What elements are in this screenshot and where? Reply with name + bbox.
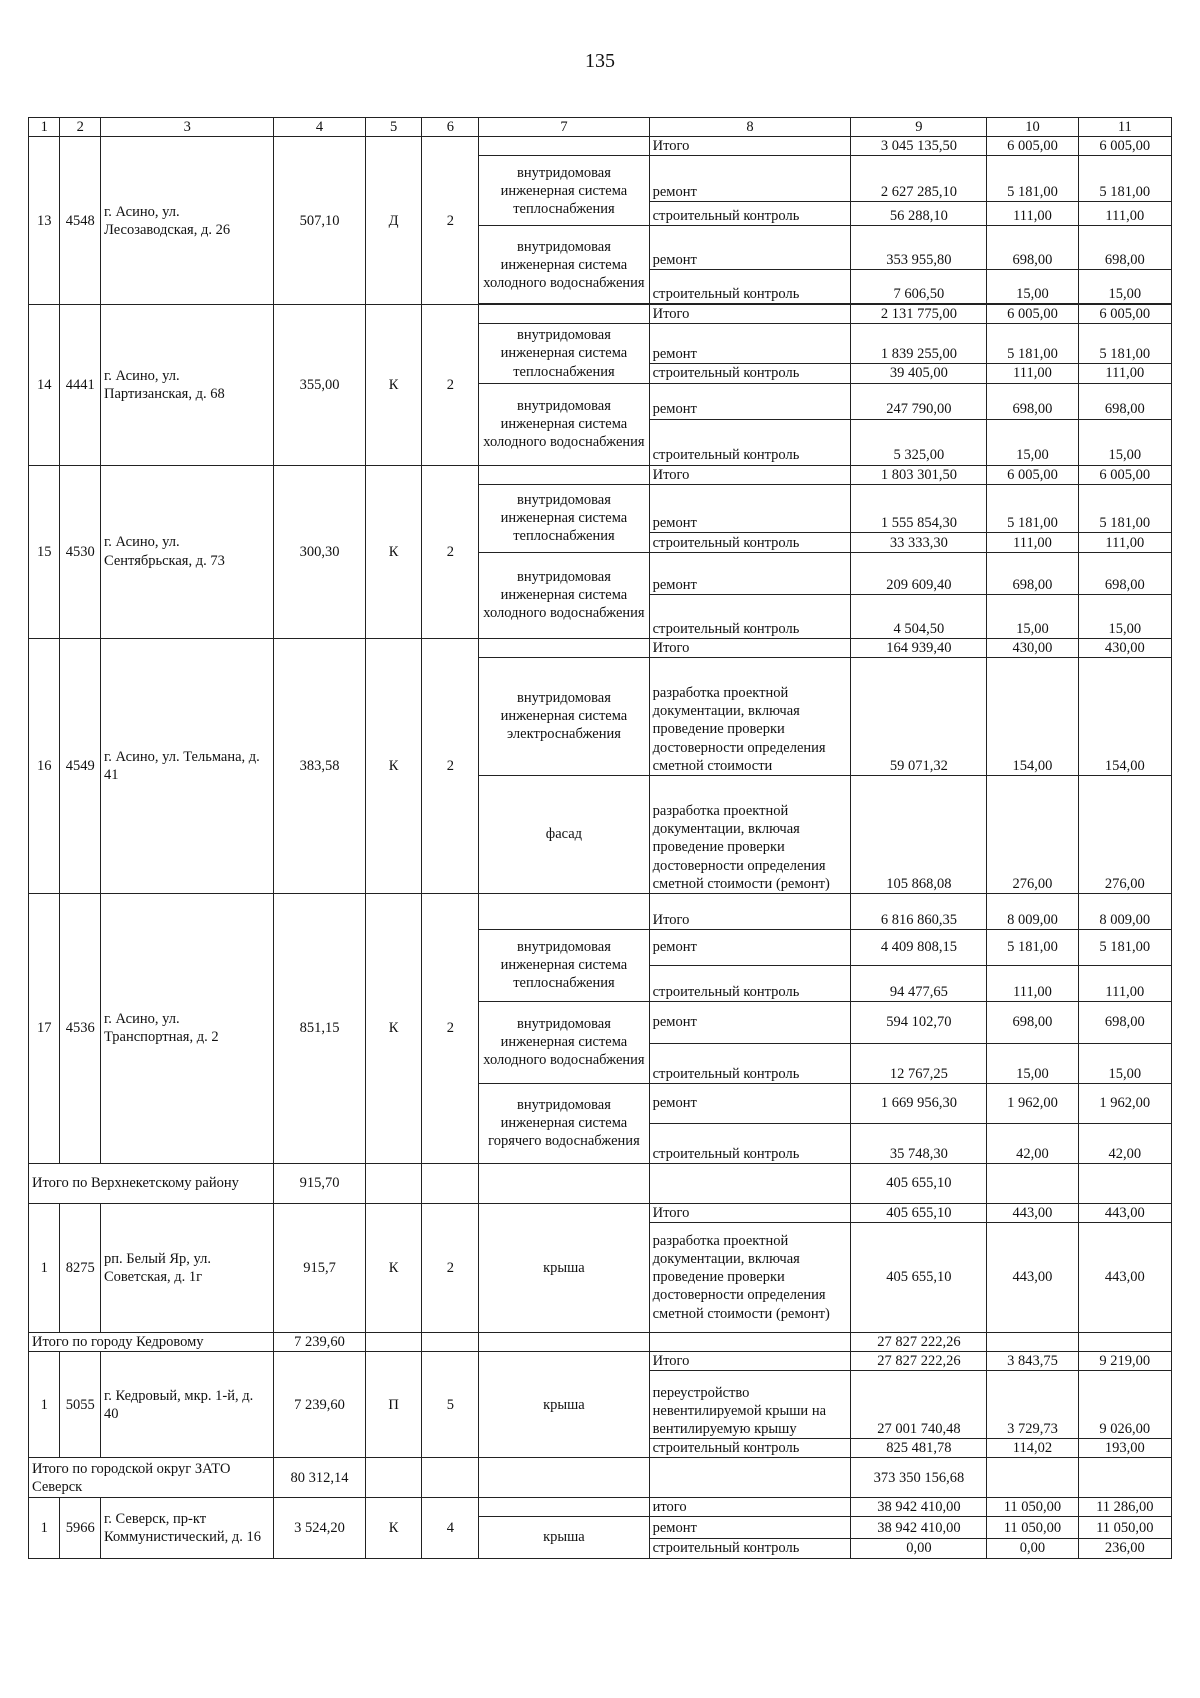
wall-material: К bbox=[365, 1203, 422, 1332]
cost-cell: 4 409 808,15 bbox=[851, 929, 987, 965]
limit-cost-cell: 6 005,00 bbox=[1078, 465, 1171, 484]
work-type: Итого bbox=[649, 893, 851, 929]
house-id: 4549 bbox=[60, 638, 101, 893]
unit-cost-cell: 114,02 bbox=[987, 1439, 1078, 1458]
limit-cost-cell: 236,00 bbox=[1078, 1539, 1171, 1558]
table-row bbox=[29, 137, 1172, 156]
unit-cost-cell: 5 181,00 bbox=[987, 156, 1078, 202]
unit-cost-cell: 430,00 bbox=[987, 638, 1078, 657]
work-type: итого bbox=[649, 1498, 851, 1517]
work-type: разработка проектной документации, включая проведение проверки достоверности определения сметной стоимости (ремонт) bbox=[649, 775, 851, 893]
cost-cell: 5 325,00 bbox=[851, 419, 987, 465]
work-type: Итого bbox=[649, 1203, 851, 1222]
work-type: Итого bbox=[649, 305, 851, 324]
cost-cell: 33 333,30 bbox=[851, 532, 987, 552]
limit-cost-cell: 443,00 bbox=[1078, 1222, 1171, 1332]
limit-cost-cell: 15,00 bbox=[1078, 419, 1171, 465]
wall-material: К bbox=[365, 1498, 422, 1558]
row-number: 14 bbox=[29, 305, 60, 465]
cost-cell: 6 816 860,35 bbox=[851, 893, 987, 929]
unit-cost-cell: 11 050,00 bbox=[987, 1517, 1078, 1539]
empty-cell bbox=[649, 1458, 851, 1498]
limit-cost-cell: 111,00 bbox=[1078, 364, 1171, 383]
empty-cell bbox=[1078, 1163, 1171, 1203]
unit-cost-cell: 3 843,75 bbox=[987, 1352, 1078, 1371]
district-total-label: Итого по Верхнекетскому району bbox=[29, 1163, 274, 1203]
unit-cost-cell: 1 962,00 bbox=[987, 1083, 1078, 1123]
column-number-row bbox=[29, 118, 1172, 137]
house-area: 507,10 bbox=[274, 137, 365, 305]
cost-cell: 0,00 bbox=[851, 1539, 987, 1558]
limit-cost-cell: 154,00 bbox=[1078, 657, 1171, 775]
unit-cost-cell: 15,00 bbox=[987, 1043, 1078, 1083]
unit-cost-cell: 3 729,73 bbox=[987, 1371, 1078, 1439]
cost-cell: 164 939,40 bbox=[851, 638, 987, 657]
work-type: строительный контроль bbox=[649, 1539, 851, 1558]
system-name: внутридомовая инженерная система электроснабжения bbox=[479, 657, 649, 775]
work-type: ремонт bbox=[649, 156, 851, 202]
system-name: внутридомовая инженерная система холодного водоснабжения bbox=[479, 552, 649, 638]
house-area: 3 524,20 bbox=[274, 1498, 365, 1558]
work-type: ремонт bbox=[649, 484, 851, 532]
floors: 2 bbox=[422, 1203, 479, 1332]
cost-cell: 59 071,32 bbox=[851, 657, 987, 775]
empty-cell bbox=[422, 1458, 479, 1498]
house-id: 4530 bbox=[60, 465, 101, 638]
column-number: 6 bbox=[422, 118, 479, 137]
unit-cost-cell: 154,00 bbox=[987, 657, 1078, 775]
system-name: крыша bbox=[479, 1203, 649, 1332]
unit-cost-cell: 698,00 bbox=[987, 226, 1078, 270]
system-name: внутридомовая инженерная система теплоснабжения bbox=[479, 324, 649, 383]
house-id: 4548 bbox=[60, 137, 101, 305]
table-row bbox=[29, 305, 1172, 324]
limit-cost-cell: 5 181,00 bbox=[1078, 929, 1171, 965]
system-name: внутридомовая инженерная система холодного водоснабжения bbox=[479, 226, 649, 304]
district-total-area: 915,70 bbox=[274, 1163, 365, 1203]
house-address: г. Асино, ул. Транспортная, д. 2 bbox=[101, 893, 274, 1163]
work-type: строительный контроль bbox=[649, 419, 851, 465]
house-id: 5966 bbox=[60, 1498, 101, 1558]
district-total-row bbox=[29, 1163, 1172, 1203]
empty-cell bbox=[1078, 1458, 1171, 1498]
wall-material: П bbox=[365, 1352, 422, 1458]
limit-cost-cell: 5 181,00 bbox=[1078, 324, 1171, 364]
floors: 2 bbox=[422, 893, 479, 1163]
limit-cost-cell: 5 181,00 bbox=[1078, 156, 1171, 202]
house-address: г. Асино, ул. Тельмана, д. 41 bbox=[101, 638, 274, 893]
limit-cost-cell: 5 181,00 bbox=[1078, 484, 1171, 532]
unit-cost-cell: 6 005,00 bbox=[987, 137, 1078, 156]
column-number: 4 bbox=[274, 118, 365, 137]
cost-cell: 594 102,70 bbox=[851, 1001, 987, 1043]
work-type: строительный контроль bbox=[649, 1439, 851, 1458]
limit-cost-cell: 9 026,00 bbox=[1078, 1371, 1171, 1439]
limit-cost-cell: 430,00 bbox=[1078, 638, 1171, 657]
row-number: 1 bbox=[29, 1498, 60, 1558]
cost-cell: 405 655,10 bbox=[851, 1203, 987, 1222]
work-type: разработка проектной документации, включая проведение проверки достоверности определения сметной стоимости (ремонт) bbox=[649, 1222, 851, 1332]
table-row bbox=[29, 893, 1172, 929]
district-total-sum: 405 655,10 bbox=[851, 1163, 987, 1203]
column-number: 3 bbox=[101, 118, 274, 137]
empty-cell bbox=[479, 1332, 649, 1351]
floors: 2 bbox=[422, 137, 479, 305]
limit-cost-cell: 698,00 bbox=[1078, 226, 1171, 270]
work-type: строительный контроль bbox=[649, 594, 851, 638]
unit-cost-cell: 15,00 bbox=[987, 270, 1078, 304]
floors: 2 bbox=[422, 305, 479, 465]
empty-cell bbox=[479, 1163, 649, 1203]
cost-cell: 94 477,65 bbox=[851, 965, 987, 1001]
house-address: г. Кедровый, мкр. 1-й, д. 40 bbox=[101, 1352, 274, 1458]
house-area: 300,30 bbox=[274, 465, 365, 638]
cost-cell: 3 045 135,50 bbox=[851, 137, 987, 156]
unit-cost-cell: 0,00 bbox=[987, 1539, 1078, 1558]
house-area: 915,7 bbox=[274, 1203, 365, 1332]
cost-cell: 405 655,10 bbox=[851, 1222, 987, 1332]
cost-cell: 39 405,00 bbox=[851, 364, 987, 383]
empty-cell bbox=[479, 638, 649, 657]
column-number: 11 bbox=[1078, 118, 1171, 137]
unit-cost-cell: 6 005,00 bbox=[987, 465, 1078, 484]
unit-cost-cell: 15,00 bbox=[987, 594, 1078, 638]
house-area: 7 239,60 bbox=[274, 1352, 365, 1458]
district-total-row bbox=[29, 1332, 1172, 1351]
work-type: Итого bbox=[649, 465, 851, 484]
capital-repair-table bbox=[28, 117, 1172, 1559]
district-total-sum: 27 827 222,26 bbox=[851, 1332, 987, 1351]
row-number: 15 bbox=[29, 465, 60, 638]
house-id: 4536 bbox=[60, 893, 101, 1163]
empty-cell bbox=[479, 1458, 649, 1498]
unit-cost-cell: 8 009,00 bbox=[987, 893, 1078, 929]
system-name: внутридомовая инженерная система холодного водоснабжения bbox=[479, 1001, 649, 1083]
page-number: 135 bbox=[585, 50, 615, 72]
unit-cost-cell: 698,00 bbox=[987, 383, 1078, 419]
work-type: строительный контроль bbox=[649, 1043, 851, 1083]
work-type: Итого bbox=[649, 1352, 851, 1371]
house-area: 355,00 bbox=[274, 305, 365, 465]
limit-cost-cell: 698,00 bbox=[1078, 383, 1171, 419]
empty-cell bbox=[422, 1163, 479, 1203]
cost-cell: 35 748,30 bbox=[851, 1123, 987, 1163]
limit-cost-cell: 11 050,00 bbox=[1078, 1517, 1171, 1539]
limit-cost-cell: 698,00 bbox=[1078, 1001, 1171, 1043]
column-number: 1 bbox=[29, 118, 60, 137]
house-address: г. Асино, ул. Сентябрьская, д. 73 bbox=[101, 465, 274, 638]
work-type: строительный контроль bbox=[649, 364, 851, 383]
limit-cost-cell: 111,00 bbox=[1078, 532, 1171, 552]
cost-cell: 12 767,25 bbox=[851, 1043, 987, 1083]
house-address: рп. Белый Яр, ул. Советская, д. 1г bbox=[101, 1203, 274, 1332]
limit-cost-cell: 193,00 bbox=[1078, 1439, 1171, 1458]
empty-cell bbox=[479, 1498, 649, 1517]
work-type: ремонт bbox=[649, 552, 851, 594]
empty-cell bbox=[987, 1332, 1078, 1351]
house-address: г. Северск, пр-кт Коммунистический, д. 16 bbox=[101, 1498, 274, 1558]
empty-cell bbox=[365, 1332, 422, 1351]
system-name: внутридомовая инженерная система теплоснабжения bbox=[479, 484, 649, 552]
house-area: 383,58 bbox=[274, 638, 365, 893]
cost-cell: 353 955,80 bbox=[851, 226, 987, 270]
empty-cell bbox=[479, 137, 649, 156]
cost-cell: 1 803 301,50 bbox=[851, 465, 987, 484]
wall-material: К bbox=[365, 638, 422, 893]
cost-cell: 27 001 740,48 bbox=[851, 1371, 987, 1439]
cost-cell: 825 481,78 bbox=[851, 1439, 987, 1458]
empty-cell bbox=[422, 1332, 479, 1351]
row-number: 16 bbox=[29, 638, 60, 893]
unit-cost-cell: 5 181,00 bbox=[987, 324, 1078, 364]
work-type: переустройство невентилируемой крыши на вентилируемую крышу bbox=[649, 1371, 851, 1439]
unit-cost-cell: 111,00 bbox=[987, 532, 1078, 552]
limit-cost-cell: 42,00 bbox=[1078, 1123, 1171, 1163]
limit-cost-cell: 9 219,00 bbox=[1078, 1352, 1171, 1371]
table-row bbox=[29, 465, 1172, 484]
cost-cell: 1 839 255,00 bbox=[851, 324, 987, 364]
empty-cell bbox=[479, 305, 649, 324]
cost-cell: 56 288,10 bbox=[851, 202, 987, 226]
work-type: строительный контроль bbox=[649, 532, 851, 552]
limit-cost-cell: 8 009,00 bbox=[1078, 893, 1171, 929]
unit-cost-cell: 111,00 bbox=[987, 965, 1078, 1001]
unit-cost-cell: 15,00 bbox=[987, 419, 1078, 465]
work-type: ремонт bbox=[649, 1001, 851, 1043]
house-address: г. Асино, ул. Лесозаводская, д. 26 bbox=[101, 137, 274, 305]
district-total-label: Итого по городу Кедровому bbox=[29, 1332, 274, 1351]
cost-cell: 1 555 854,30 bbox=[851, 484, 987, 532]
house-id: 4441 bbox=[60, 305, 101, 465]
work-type: ремонт bbox=[649, 1083, 851, 1123]
unit-cost-cell: 6 005,00 bbox=[987, 305, 1078, 324]
cost-cell: 4 504,50 bbox=[851, 594, 987, 638]
system-name: внутридомовая инженерная система горячего водоснабжения bbox=[479, 1083, 649, 1163]
limit-cost-cell: 111,00 bbox=[1078, 202, 1171, 226]
work-type: Итого bbox=[649, 638, 851, 657]
table-row bbox=[29, 638, 1172, 657]
column-number: 8 bbox=[649, 118, 851, 137]
district-total-label: Итого по городской округ ЗАТО Северск bbox=[29, 1458, 274, 1498]
cost-cell: 105 868,08 bbox=[851, 775, 987, 893]
row-number: 17 bbox=[29, 893, 60, 1163]
column-number: 10 bbox=[987, 118, 1078, 137]
cost-cell: 2 627 285,10 bbox=[851, 156, 987, 202]
wall-material: К bbox=[365, 465, 422, 638]
work-type: ремонт bbox=[649, 929, 851, 965]
house-address: г. Асино, ул. Партизанская, д. 68 bbox=[101, 305, 274, 465]
system-name: внутридомовая инженерная система холодного водоснабжения bbox=[479, 383, 649, 465]
unit-cost-cell: 5 181,00 bbox=[987, 484, 1078, 532]
work-type: строительный контроль bbox=[649, 965, 851, 1001]
unit-cost-cell: 5 181,00 bbox=[987, 929, 1078, 965]
cost-cell: 7 606,50 bbox=[851, 270, 987, 304]
work-type: строительный контроль bbox=[649, 270, 851, 304]
row-number: 1 bbox=[29, 1203, 60, 1332]
house-id: 5055 bbox=[60, 1352, 101, 1458]
house-id: 8275 bbox=[60, 1203, 101, 1332]
system-name: крыша bbox=[479, 1352, 649, 1458]
cost-cell: 247 790,00 bbox=[851, 383, 987, 419]
limit-cost-cell: 11 286,00 bbox=[1078, 1498, 1171, 1517]
unit-cost-cell: 111,00 bbox=[987, 364, 1078, 383]
floors: 4 bbox=[422, 1498, 479, 1558]
work-type: ремонт bbox=[649, 1517, 851, 1539]
work-type: Итого bbox=[649, 137, 851, 156]
work-type: ремонт bbox=[649, 226, 851, 270]
empty-cell bbox=[1078, 1332, 1171, 1351]
empty-cell bbox=[649, 1332, 851, 1351]
district-total-row bbox=[29, 1458, 1172, 1498]
wall-material: К bbox=[365, 305, 422, 465]
table-row bbox=[29, 1498, 1172, 1517]
floors: 2 bbox=[422, 638, 479, 893]
unit-cost-cell: 11 050,00 bbox=[987, 1498, 1078, 1517]
row-number: 13 bbox=[29, 137, 60, 305]
empty-cell bbox=[987, 1163, 1078, 1203]
work-type: ремонт bbox=[649, 324, 851, 364]
row-number: 1 bbox=[29, 1352, 60, 1458]
wall-material: Д bbox=[365, 137, 422, 305]
unit-cost-cell: 443,00 bbox=[987, 1222, 1078, 1332]
limit-cost-cell: 698,00 bbox=[1078, 552, 1171, 594]
system-name: фасад bbox=[479, 775, 649, 893]
district-total-area: 7 239,60 bbox=[274, 1332, 365, 1351]
column-number: 2 bbox=[60, 118, 101, 137]
work-type: строительный контроль bbox=[649, 202, 851, 226]
floors: 2 bbox=[422, 465, 479, 638]
work-type: разработка проектной документации, включая проведение проверки достоверности определения сметной стоимости bbox=[649, 657, 851, 775]
work-type: ремонт bbox=[649, 383, 851, 419]
empty-cell bbox=[987, 1458, 1078, 1498]
district-total-area: 80 312,14 bbox=[274, 1458, 365, 1498]
system-name: крыша bbox=[479, 1517, 649, 1558]
system-name: внутридомовая инженерная система теплоснабжения bbox=[479, 929, 649, 1001]
table-row bbox=[29, 1352, 1172, 1371]
empty-cell bbox=[649, 1163, 851, 1203]
limit-cost-cell: 443,00 bbox=[1078, 1203, 1171, 1222]
wall-material: К bbox=[365, 893, 422, 1163]
limit-cost-cell: 1 962,00 bbox=[1078, 1083, 1171, 1123]
limit-cost-cell: 15,00 bbox=[1078, 270, 1171, 304]
empty-cell bbox=[365, 1163, 422, 1203]
unit-cost-cell: 443,00 bbox=[987, 1203, 1078, 1222]
floors: 5 bbox=[422, 1352, 479, 1458]
unit-cost-cell: 698,00 bbox=[987, 552, 1078, 594]
cost-cell: 38 942 410,00 bbox=[851, 1517, 987, 1539]
cost-cell: 38 942 410,00 bbox=[851, 1498, 987, 1517]
empty-cell bbox=[479, 893, 649, 929]
empty-cell bbox=[365, 1458, 422, 1498]
column-number: 7 bbox=[479, 118, 649, 137]
work-type: строительный контроль bbox=[649, 1123, 851, 1163]
column-number: 5 bbox=[365, 118, 422, 137]
limit-cost-cell: 15,00 bbox=[1078, 594, 1171, 638]
empty-cell bbox=[479, 465, 649, 484]
cost-cell: 1 669 956,30 bbox=[851, 1083, 987, 1123]
limit-cost-cell: 6 005,00 bbox=[1078, 305, 1171, 324]
unit-cost-cell: 42,00 bbox=[987, 1123, 1078, 1163]
limit-cost-cell: 111,00 bbox=[1078, 965, 1171, 1001]
limit-cost-cell: 6 005,00 bbox=[1078, 137, 1171, 156]
column-number: 9 bbox=[851, 118, 987, 137]
unit-cost-cell: 698,00 bbox=[987, 1001, 1078, 1043]
table-row bbox=[29, 1203, 1172, 1222]
cost-cell: 2 131 775,00 bbox=[851, 305, 987, 324]
house-area: 851,15 bbox=[274, 893, 365, 1163]
unit-cost-cell: 276,00 bbox=[987, 775, 1078, 893]
cost-cell: 27 827 222,26 bbox=[851, 1352, 987, 1371]
district-total-sum: 373 350 156,68 bbox=[851, 1458, 987, 1498]
limit-cost-cell: 15,00 bbox=[1078, 1043, 1171, 1083]
cost-cell: 209 609,40 bbox=[851, 552, 987, 594]
unit-cost-cell: 111,00 bbox=[987, 202, 1078, 226]
limit-cost-cell: 276,00 bbox=[1078, 775, 1171, 893]
system-name: внутридомовая инженерная система теплоснабжения bbox=[479, 156, 649, 226]
